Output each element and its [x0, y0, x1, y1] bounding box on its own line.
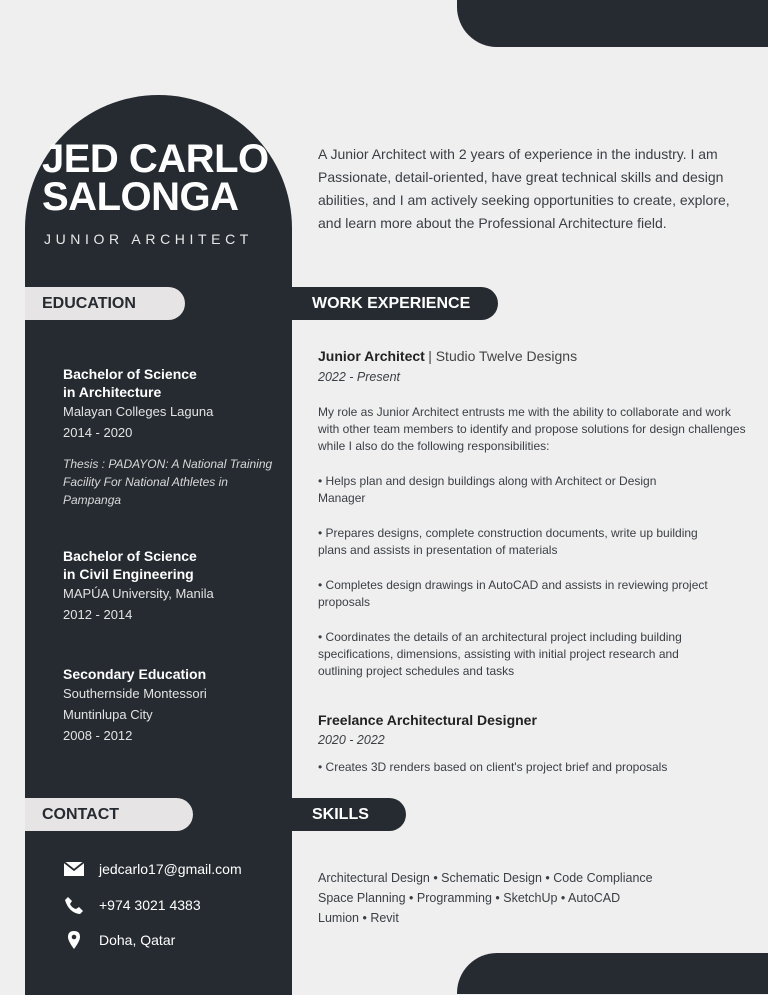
skills-line: Space Planning • Programming • SketchUp • AutoCAD: [318, 891, 621, 905]
responsibility: • Completes design drawings in AutoCAD and assists in reviewing project proposals: [318, 578, 708, 609]
skills-line: Architectural Design • Schematic Design • Code Compliance: [318, 871, 653, 885]
job-description: My role as Junior Architect entrusts me with the ability to collaborate and work with other team members to identify and propose solutions for design challenges while I also do the following responsibilities:: [318, 405, 746, 453]
years: 2012 - 2014: [63, 607, 133, 622]
work-item: [318, 712, 748, 776]
envelope-icon: [63, 859, 85, 879]
job-dates: 2022 - Present: [318, 370, 400, 384]
work-item: [318, 348, 748, 680]
job-role: Junior Architect: [318, 348, 425, 364]
years: 2014 - 2020: [63, 425, 133, 440]
school-location: Muntinlupa City: [63, 707, 153, 722]
job-dates: 2020 - 2022: [318, 733, 385, 747]
contact-phone: [63, 895, 201, 915]
school: Southernside Montessori: [63, 686, 207, 701]
skills-heading: SKILLS: [292, 798, 406, 831]
location-pin-icon: [63, 930, 85, 950]
education-item: [63, 547, 278, 625]
decor-top-right: [457, 0, 768, 47]
degree: Bachelor of Science: [63, 366, 197, 382]
skills-line: Lumion • Revit: [318, 911, 399, 925]
name-line-2: SALONGA: [42, 175, 239, 219]
location-text: Doha, Qatar: [99, 932, 176, 948]
school: MAPÚA University, Manila: [63, 586, 214, 601]
degree-field: in Civil Engineering: [63, 566, 194, 582]
candidate-name: [42, 137, 269, 219]
school: Malayan Colleges Laguna: [63, 404, 214, 419]
summary: A Junior Architect with 2 years of experience in the industry. I am Passionate, detail-oriented, have great technical skills and design abilities, and I am actively seeking opportunities to create, explore, and learn more about the Professional Architecture field.: [318, 146, 730, 231]
education-item: [63, 665, 278, 746]
responsibility: • Coordinates the details of an architectural project including building specifications, dimensions, assisting with initial project research and outlining project schedules and tasks: [318, 630, 682, 678]
education-item: [63, 365, 278, 509]
responsibility: • Helps plan and design buildings along with Architect or Design Manager: [318, 474, 657, 505]
name-line-1: JED CARLO: [42, 137, 269, 181]
job-title: JUNIOR ARCHITECT: [44, 231, 253, 247]
company: | Studio Twelve Designs: [428, 348, 578, 364]
job-role: Freelance Architectural Designer: [318, 712, 537, 728]
contact-email: [63, 859, 242, 879]
decor-bottom-right: [457, 953, 768, 994]
phone-icon: [63, 895, 85, 915]
responsibility: • Prepares designs, complete construction documents, write up building plans and assists in presentation of materials: [318, 526, 698, 557]
degree: Bachelor of Science: [63, 548, 197, 564]
work-heading: WORK EXPERIENCE: [292, 287, 498, 320]
contact-location: [63, 930, 175, 950]
phone-text: +974 3021 4383: [99, 897, 201, 913]
education-heading: EDUCATION: [25, 287, 185, 320]
thesis: Thesis : PADAYON: A National Training Facility For National Athletes in Pampanga: [63, 457, 273, 507]
years: 2008 - 2012: [63, 728, 133, 743]
contact-heading: CONTACT: [25, 798, 193, 831]
email-text: jedcarlo17@gmail.com: [99, 861, 242, 877]
degree-field: in Architecture: [63, 384, 162, 400]
skills-list: [318, 868, 738, 928]
responsibility: • Creates 3D renders based on client's project brief and proposals: [318, 760, 668, 774]
degree: Secondary Education: [63, 666, 207, 682]
